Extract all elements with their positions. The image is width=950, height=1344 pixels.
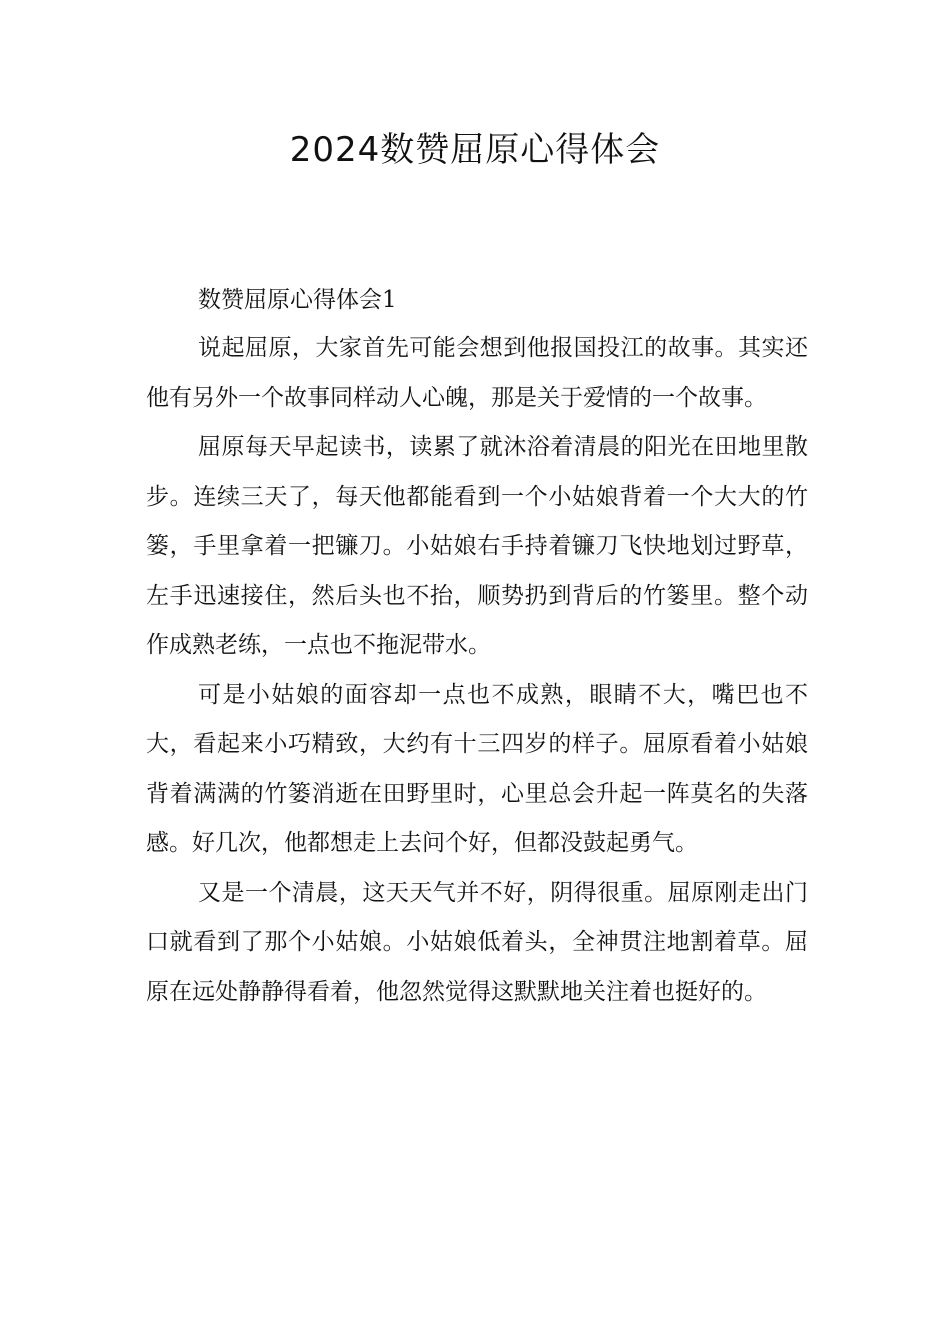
section-heading: 数赞屈原心得体会1	[198, 287, 397, 313]
paragraph: 屈原每天早起读书，读累了就沐浴着清晨的阳光在田地里散步。连续三天了，每天他都能看到一个小姑娘背着一个大大的竹篓，手里拿着一把镰刀。小姑娘右手持着镰刀飞快地划过野草，左手迅速接住，然后头也不抬，顺势扔到背后的竹篓里。整个动作成熟老练，一点也不拖泥带水。	[146, 434, 808, 658]
document-body	[146, 276, 808, 1017]
paragraph: 说起屈原，大家首先可能会想到他报国投江的故事。其实还他有另外一个故事同样动人心魄，那是关于爱情的一个故事。	[146, 335, 808, 411]
paragraph: 可是小姑娘的面容却一点也不成熟，眼睛不大，嘴巴也不大，看起来小巧精致，大约有十三四岁的样子。屈原看着小姑娘背着满满的竹篓消逝在田野里时，心里总会升起一阵莫名的失落感。好几次，他都想走上去问个好，但都没鼓起勇气。	[146, 681, 808, 856]
document-title: 2024数赞屈原心得体会	[289, 130, 661, 170]
paragraph: 又是一个清晨，这天天气并不好，阴得很重。屈原刚走出门口就看到了那个小姑娘。小姑娘低着头，全神贯注地割着草。屈原在远处静静得看着，他忽然觉得这默默地关注着也挺好的。	[146, 879, 808, 1005]
